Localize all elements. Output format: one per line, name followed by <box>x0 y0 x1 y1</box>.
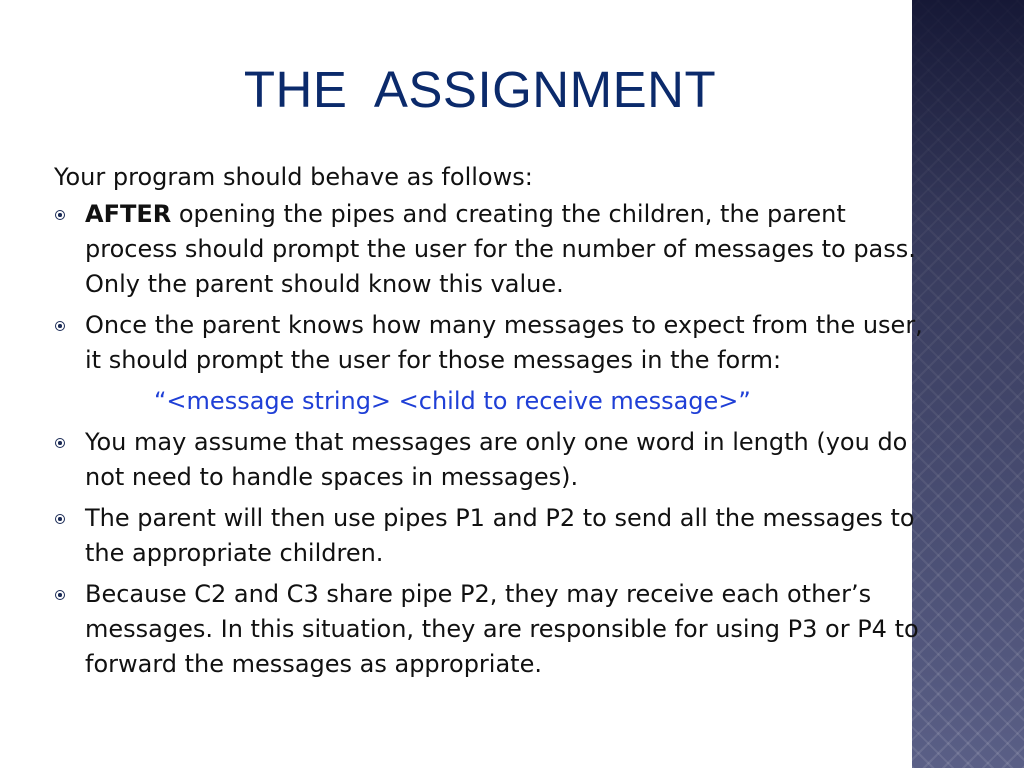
circle-bullet-icon <box>55 514 65 524</box>
bullet-text: opening the pipes and creating the children, the parent process should prompt the user for the number of messages to pass. Only the parent should know this value. <box>85 200 916 298</box>
bullet-text: Once the parent knows how many messages to expect from the user, it should prompt the user for those messages in the form: <box>85 311 923 374</box>
bullet-item <box>54 308 929 378</box>
bullet-item <box>54 197 929 302</box>
bullet-item <box>54 501 929 571</box>
intro-text: Your program should behave as follows: <box>54 163 533 191</box>
message-format-line: “<message string> <child to receive message>” <box>154 387 751 415</box>
bullet-text: You may assume that messages are only one word in length (you do not need to handle spaces in messages). <box>85 428 908 491</box>
bullet-item <box>54 425 929 495</box>
bullet-bold-text: AFTER <box>85 200 172 228</box>
bullet-text: Because C2 and C3 share pipe P2, they may receive each other’s messages. In this situation, they are responsible for using P3 or P4 to forward the messages as appropriate. <box>85 580 919 678</box>
circle-bullet-icon <box>55 210 65 220</box>
circle-bullet-icon <box>55 438 65 448</box>
slide-content <box>54 160 929 688</box>
circle-bullet-icon <box>55 321 65 331</box>
bullet-text: The parent will then use pipes P1 and P2 to send all the messages to the appropriate children. <box>85 504 915 567</box>
circle-bullet-icon <box>55 590 65 600</box>
slide-title: THE ASSIGNMENT <box>243 61 717 118</box>
bullet-item <box>54 577 929 682</box>
